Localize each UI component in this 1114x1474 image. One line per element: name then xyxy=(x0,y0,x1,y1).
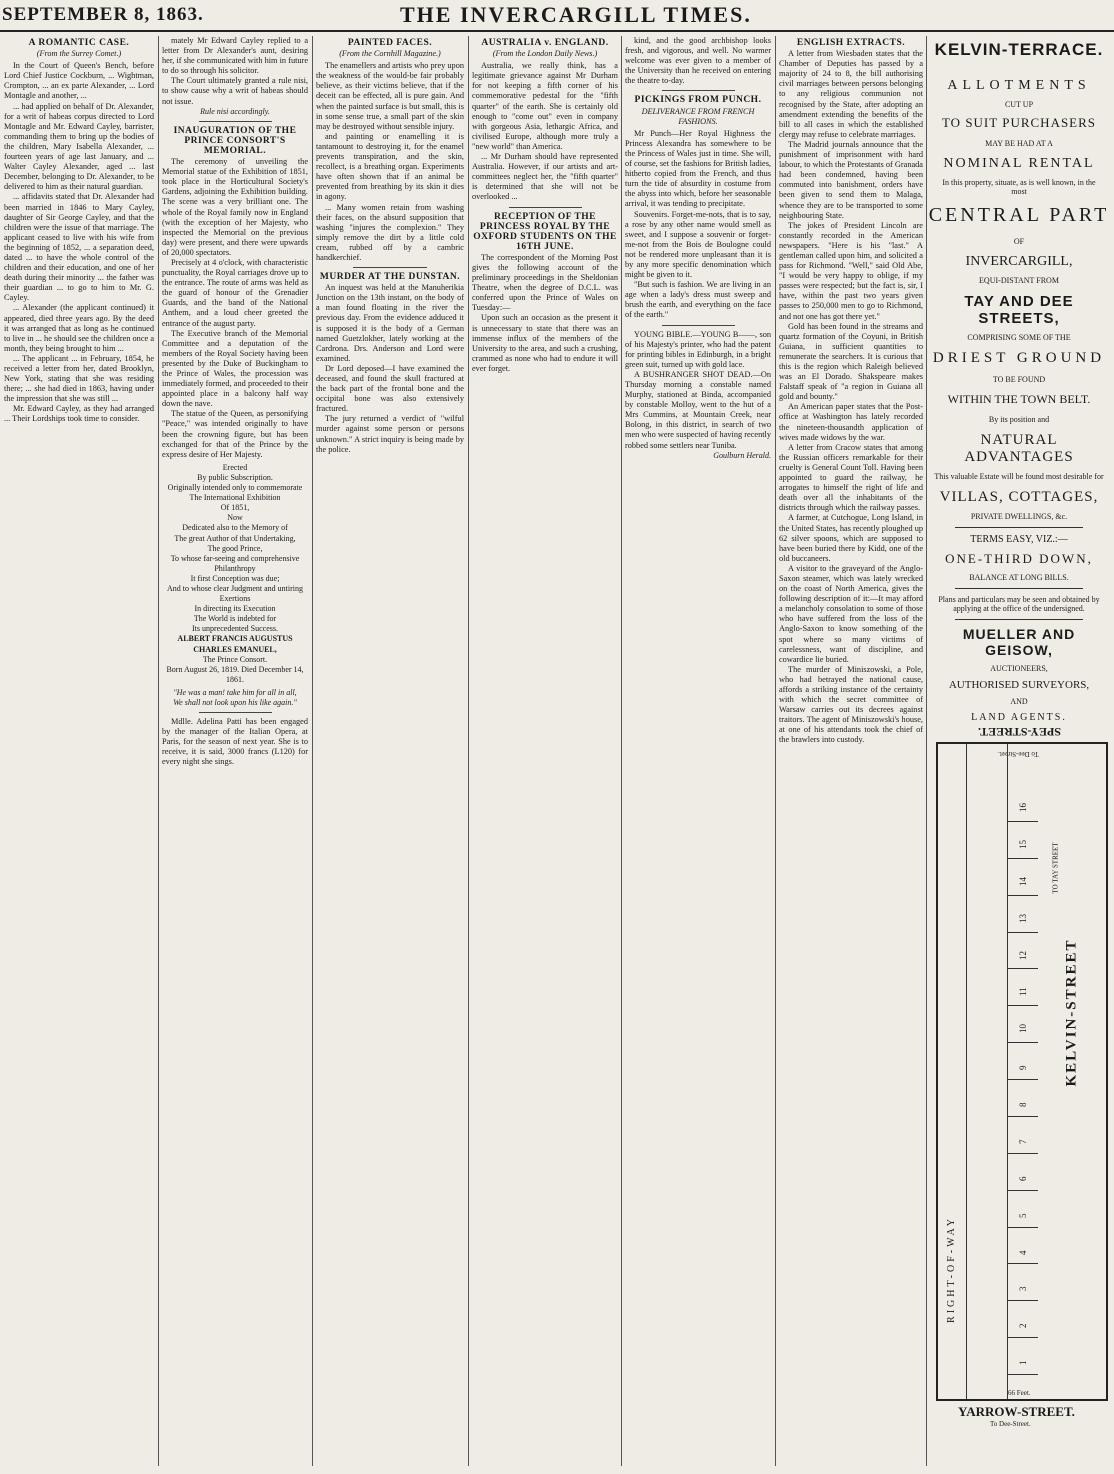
article-paragraph: The jury returned a verdict of "wilful murder against some person or persons unknown." A strict inquiry is being made by the police. xyxy=(316,414,464,454)
lot-number-label: 14 xyxy=(1018,876,1028,886)
ad-line: DRIEST GROUND xyxy=(932,350,1106,366)
inscription-line: Dedicated also to the Memory of xyxy=(182,523,288,533)
rule-line: Rule nisi accordingly. xyxy=(200,106,270,116)
article-paragraph: ... Many women retain from washing their faces, on the absurd supposition that washing "injures the complexion." They simply remove the dirt by a little cold cream, rubbed off by a cambric handkerchief. xyxy=(316,202,464,262)
article-paragraph: The statue of the Queen, as personifying "Peace," was intended originally to have been the crowning figure, but has been exchanged for that of the Prince by the express desire of Her Majesty. xyxy=(162,409,308,459)
inscription-line: In directing its Execution xyxy=(194,604,276,614)
lot-number-label: 13 xyxy=(1018,913,1028,923)
article-heading: PICKINGS FROM PUNCH. xyxy=(634,95,762,106)
separator xyxy=(662,90,735,91)
article-credit: Goulburn Herald. xyxy=(713,450,771,460)
inscription-line: It first Conception was due; xyxy=(190,573,280,583)
lot-number-label: 12 xyxy=(1018,950,1028,960)
ad-line: TO SUIT PURCHASERS xyxy=(941,115,1097,130)
lot-number-label: 5 xyxy=(1018,1213,1028,1218)
right-of-way-label: RIGHT-OF-WAY xyxy=(945,1216,957,1323)
ad-line: BALANCE AT LONG BILLS. xyxy=(969,573,1069,582)
inscription-line: By public Subscription. xyxy=(197,472,273,482)
article-paragraph: The murder of Miniszowski, a Pole, who had betrayed the national cause, affords a striking instance of the certainty with which the secret committee of Warsaw carries out its decrees against traitors. The agent of Miniszowski's house, at one of his attendants took the chief of the brawlers into custody. xyxy=(779,664,923,745)
lot-number-label: 11 xyxy=(1018,987,1028,997)
ad-line: TERMS EASY, VIZ.:— xyxy=(970,534,1068,545)
to-dee-street-bottom-label: To Dee-Street. xyxy=(990,1420,1031,1428)
issue-date: SEPTEMBER 8, 1863. xyxy=(2,4,204,25)
feet-label: 66 Feet. xyxy=(1008,1389,1031,1397)
separator xyxy=(509,207,582,208)
separator xyxy=(955,527,1082,528)
lot-number xyxy=(1008,1227,1038,1265)
lot-number xyxy=(1008,1190,1038,1228)
lot-number xyxy=(1008,968,1038,1006)
right-of-way-strip xyxy=(966,744,1008,1399)
ad-line: LAND AGENTS. xyxy=(971,712,1067,723)
column-4 xyxy=(472,36,618,1466)
article-paragraph: The ceremony of unveiling the Memorial statue of the Exhibition of 1851, took place in the Horticultural Society's Gardens, adjoining the Exhibition building. The scene was a very brilliant one. The whole of the Royal family now in England (with the exception of her Majesty, who inspected the Memorial on the previous day) were present, and there were upwards of 20,000 spectators. xyxy=(162,157,308,257)
article-paragraph: "But such is fashion. We are living in an age when a lady's dress must sweep and brush the earth, and everything on the face of the earth." xyxy=(625,280,771,320)
ad-line: EQUI-DISTANT FROM xyxy=(979,276,1059,285)
article-paragraph: A BUSHRANGER SHOT DEAD.—On Thursday morning a constable named Murphy, stationed at Binda, accompanied by constable Molloy, went to the hut of a Mrs Cummins, at Mountain Creek, near Bolong, in this district, in search of two men who were suspected of having recently robbed some settlers near Tuniba. xyxy=(625,369,771,450)
inscription-line: Of 1851, xyxy=(220,503,250,513)
allotment-plan xyxy=(936,725,1108,1401)
lot-number-label: 9 xyxy=(1018,1065,1028,1071)
column-rule xyxy=(312,36,313,1466)
lot-number xyxy=(1008,932,1038,970)
column-2 xyxy=(162,36,308,1466)
article-paragraph: ... The applicant ... in February, 1854, he received a letter from her, dated Brooklyn, New York, stating that she was residing there; ... she had died in 1863, having under the impression that she was still ... xyxy=(4,353,154,404)
newspaper-title: THE INVERCARGILL TIMES. xyxy=(400,2,752,27)
separator xyxy=(662,325,735,326)
lot-number xyxy=(1008,858,1038,896)
article-heading: RECEPTION OF THE PRINCESS ROYAL BY THE OXFORD STUDENTS ON THE 16TH JUNE. xyxy=(473,211,617,252)
lot-number xyxy=(1008,1116,1038,1154)
separator xyxy=(199,712,272,713)
article-paragraph: Australia, we really think, has a legitimate grievance against Mr Durham for not keeping a fifth corner of his commemorative pedestal for the "fifth quarter" of the earth. She is certainly old enough to "come out" even in company with gorgeous Asia, lethargic Africa, and civilised Europe, although more truly a "new world" than America. xyxy=(472,61,618,151)
to-tay-street-label: TO TAY STREET xyxy=(1051,842,1060,894)
article-paragraph: Mdlle. Adelina Patti has been engaged by the manager of the Italian Opera, at Paris, for the season of next year. She is to receive, it is said, 3000 francs (L120) for every night she sings. xyxy=(162,717,308,767)
lot-number xyxy=(1008,1263,1038,1301)
yarrow-street-label: YARROW-STREET. xyxy=(958,1404,1075,1419)
ad-line: In this property, situate, as is well known, in the most xyxy=(942,178,1096,196)
lot-number xyxy=(1008,895,1038,933)
inscription-line: Exertions xyxy=(219,594,251,604)
ad-line: MAY BE HAD AT A xyxy=(985,139,1053,148)
article-paragraph: mately Mr Edward Cayley replied to a letter from Dr Alexander's aunt, desiring her, if she communicated with him in future to do so through his solicitor. xyxy=(162,36,308,76)
ad-line: VILLAS, COTTAGES, xyxy=(939,489,1099,505)
article-paragraph: The correspondent of the Morning Post gives the following account of the preliminary proceedings in the Sheldonian Theatre, when the degree of D.C.L. was conferred upon the Prince of Wales on Tuesday:— xyxy=(472,252,618,313)
article-paragraph: The Court ultimately granted a rule nisi, to show cause why a writ of habeas should not issue. xyxy=(162,76,308,106)
article-paragraph: Souvenirs. Forget-me-nots, that is to say, a rose by any other name would smell as sweet, and I suppose a souvenir or forget-me-not from the Bois de Boulogne could not be rendered more unpleasant than it is by any more specific denomination which might be given to it. xyxy=(625,209,771,280)
lot-number xyxy=(1008,1153,1038,1191)
ad-line: OF xyxy=(1013,237,1025,246)
column-rule xyxy=(775,36,776,1466)
spey-street-label: SPEY-STREET. xyxy=(978,725,1062,739)
article-paragraph: A letter from Wiesbaden states that the Chamber of Deputies has passed by a majority of 24 to 8, the bill authorising civil marriages between persons belonging to any religious communion not recognised by the State, after adopting an amendment extending the benefits of the bill to all cases in which the established clergy may refuse to celebrate marriages. xyxy=(779,49,923,139)
lot-number-label: 15 xyxy=(1018,839,1028,849)
article-paragraph: The enamellers and artists who prey upon the weakness of the would-be fair probably believe, as their victims believe, that if the deceit can be effected, all is pure gain. And when the painted surface is but small, this is in some sense true, a small part of the skin may be destroyed without sensible injury. xyxy=(316,61,464,131)
ad-line: AND xyxy=(1010,697,1028,706)
separator xyxy=(199,121,272,122)
article-paragraph: In the Court of Queen's Bench, before Lord Chief Justice Cockburn, ... Wightman, Crompton, ... an ex parte Alexander, ... Lord Montagle and another, ... xyxy=(4,61,154,101)
ad-line: WITHIN THE TOWN BELT. xyxy=(947,392,1091,406)
article-heading: PAINTED FACES. xyxy=(347,38,433,48)
ad-firm: MUELLER AND GEISOW, xyxy=(962,626,1076,658)
article-paragraph: kind, and the good archbishop looks fresh, and vigorous, and well. No warmer welcome was ever given to a member of the University than he received on entering the theatre to-day. xyxy=(625,36,771,86)
ad-line: COMPRISING SOME OF THE xyxy=(967,333,1071,342)
ad-line: Plans and particulars may be seen and obtained by applying at the office of the undersigned. xyxy=(938,595,1100,613)
inscription-line: The International Exhibition xyxy=(189,493,281,503)
lot-number xyxy=(1008,1300,1038,1338)
lot-number xyxy=(1008,784,1038,822)
article-paragraph: An inquest was held at the Manuherikia Junction on the 13th instant, on the body of a man found floating in the river the previous day. From the evidence adduced it is supposed it is the body of a German named Guetzlokher, lately working at the Cardrona. Drs. Anderson and Lord were examined. xyxy=(316,283,464,363)
article-paragraph: Upon such an occasion as the present it is unnecessary to state that there was an immense influx of the members of the University to the area, and such a crushing, crammed as none who had to endure it will ever forget. xyxy=(472,313,618,373)
inscription-line: Born August 26, 1819. Died December 14, 1861. xyxy=(166,664,304,684)
article-credit: (From the London Daily News.) xyxy=(492,49,598,59)
article-paragraph: YOUNG BIBLE.—YOUNG B——, son of his Majesty's printer, who had the patent for printing bibles in Edinburgh, in a bright green suit, turned up with gold lace. xyxy=(625,329,771,369)
inscription-line: The great Author of that Undertaking, xyxy=(174,533,296,543)
column-rule xyxy=(926,36,927,1466)
article-heading: MURDER AT THE DUNSTAN. xyxy=(319,272,461,283)
column-6 xyxy=(779,36,923,1466)
to-dee-street-label: To Dee-Street. xyxy=(998,750,1039,758)
article-paragraph: The Executive branch of the Memorial Committee and a deputation of the members of the Royal Society having been presented by the Duke of Buckingham to the Prince of Wales, the procession was immediately formed, and proceeded to their appointed place in a balcony half way down the nave. xyxy=(162,328,308,409)
lot-number xyxy=(1008,821,1038,859)
lot-number-label: 7 xyxy=(1018,1139,1028,1144)
article-credit: (From the Cornhill Magazine.) xyxy=(339,49,441,59)
article-paragraph: Dr Lord deposed—I have examined the deceased, and found the skull fractured at the back part of the frontal bone and the occipital bone was also extensively fractured. xyxy=(316,363,464,414)
lot-number-label: 2 xyxy=(1018,1323,1028,1329)
lot-number xyxy=(1008,1337,1038,1375)
inscription-title: Erected xyxy=(222,462,248,472)
separator xyxy=(353,267,427,268)
ad-allotments: ALLOTMENTS xyxy=(947,78,1091,93)
article-paragraph: ... Mr Durham should have represented Australia. However, if our artists and art-committees neglect her, the "fifth quarter" is determined that she will not be overlooked ... xyxy=(472,152,618,202)
inscription-line: The World is indebted for xyxy=(193,614,277,624)
inscription-line: The good Prince, xyxy=(207,543,263,553)
article-paragraph: A letter from Cracow states that among the Russian officers remarkable for their cruelty is General Count Toll. Having been appointed to guard the railway, he arrogates to himself the right of life and death over all the inhabitants of the districts through which the railway passes. xyxy=(779,442,923,513)
lot-number xyxy=(1008,1042,1038,1080)
quote-line: We shall not look upon his like again." xyxy=(173,698,297,707)
lot-number-label: 8 xyxy=(1018,1102,1028,1107)
article-paragraph: Precisely at 4 o'clock, with characteristic punctuality, the Royal carriages drove up to the entrance. The route of arms was held as the guard of honour of the Grenadier Guards, and the band of the National Anthem, and a loud cheer greeted the entrance of the august party. xyxy=(162,257,308,328)
article-paragraph: The jokes of President Lincoln are constantly recorded in the American newspapers. "Here is his "last." A gentleman called upon him, and solicited a pass for Richmond. "Well," said Old Abe, "I would be very happy to oblige, if my passes were respected; but the fact is, sir, I have, within the past two years given passes to 250,000 men to go to Richmond, and not one has got there yet." xyxy=(779,220,923,321)
ad-line: PRIVATE DWELLINGS, &c. xyxy=(970,512,1068,521)
column-5 xyxy=(625,36,771,1466)
ad-line: NATURAL ADVANTAGES xyxy=(964,432,1074,465)
ad-line: TAY AND DEE STREETS, xyxy=(964,293,1074,327)
ad-line: CENTRAL PART xyxy=(928,204,1110,226)
article-heading: INAUGURATION OF THE PRINCE CONSORT'S MEMORIAL. xyxy=(173,125,297,156)
inscription-line: To whose far-seeing and comprehensive xyxy=(170,553,300,563)
lot-number-label: 4 xyxy=(1018,1250,1028,1255)
lot-number-label: 10 xyxy=(1018,1024,1028,1034)
column-rule xyxy=(158,36,159,1466)
article-subheading: DELIVERANCE FROM FRENCH FASHIONS. xyxy=(641,106,755,126)
ad-title: KELVIN-TERRACE. xyxy=(934,40,1104,59)
inscription-line: Its unprecedented Success. xyxy=(192,624,278,634)
lot-number xyxy=(1008,1079,1038,1117)
masthead xyxy=(0,0,1114,32)
ad-line: This valuable Estate will be found most desirable for xyxy=(934,472,1104,481)
lot-number-label: 16 xyxy=(1018,803,1028,812)
inscription-line: Philanthropy xyxy=(214,563,256,573)
column-rule xyxy=(468,36,469,1466)
column-3 xyxy=(316,36,464,1466)
inscription-line: Now xyxy=(227,513,243,523)
inscription-line: Originally intended only to commemorate xyxy=(167,483,303,493)
inscription-line: The Prince Consort. xyxy=(202,654,268,664)
article-paragraph: ... had applied on behalf of Dr. Alexander, for a writ of habeas corpus directed to Lord Montagle and Mr. Edward Cayley, barrister, commanding them to bring up the bodies of the children, Mary Isabella Alexander, ... fourteen years of age last January, and ... Walter Cayley Alexander, aged ... last December, belonging to Dr. Alexander, to be delivered to him as their natural guardian. xyxy=(4,101,154,192)
lot-number xyxy=(1008,1005,1038,1043)
article-paragraph: A farmer, at Cutchogue, Long Island, in the United States, has recently ploughed up 62 silver spoons, which are supposed to have been buried there by Kidd, one of the old buccaneers. xyxy=(779,513,923,563)
inscription xyxy=(162,473,308,685)
ad-line: By its position and xyxy=(988,415,1050,424)
article-paragraph: Mr Punch—Her Royal Highness the Princess Alexandra has somewhere to be the Princess of Wales just in time. She will, of course, set the fashions for British ladies, hitherto copied from the French, and thus turn the tide of absurdity in costume from the abyss into which, before her seasonable arrival, it was tending to precipitate. xyxy=(625,128,771,209)
ad-line: CUT UP xyxy=(1004,100,1034,109)
article-paragraph: Gold has been found in the streams and quartz formation of the Coyuni, in British Guiana, in sufficient quantities to remunerate the searchers. It is curious that this is the region which Raleigh believed was an El Dorado. Shakspeare makes Falstaff speak of "a region in Guiana all gold and bounty." xyxy=(779,321,923,402)
lot-number-label: 6 xyxy=(1018,1176,1028,1181)
article-paragraph: The Madrid journals announce that the punishment of imprisonment with hard labour, to which the Protestants of Granada had been condemned, having been commuted into banishment, orders have been given to send them to Malaga, whence they are to be transported to some neighbouring State. xyxy=(779,139,923,220)
separator xyxy=(955,619,1082,620)
ad-line: TO BE FOUND xyxy=(992,375,1046,384)
ad-line: AUCTIONEERS, xyxy=(990,664,1048,673)
ad-line: AUTHORISED SURVEYORS, xyxy=(948,679,1090,691)
column-rule xyxy=(621,36,622,1466)
article-paragraph: and painting or enamelling it is tantamount to destroying it, for the enamel prevents transpiration, and the skin, recollect, is a breathing organ. Experiments have often shown that if an animal be prevented from breathing by its skin it dies in agony. xyxy=(316,131,464,202)
article-paragraph: A visitor to the graveyard of the Anglo-Saxon steamer, which was lately wrecked on the coast of North America, gives the following description of it:—It may afford a melancholy consolation to some of those who have suffered from the loss of the Anglo-Saxon to know something of the spot where so many victims of carelessness, want of discipline, and cowardice lie buried. xyxy=(779,563,923,664)
article-heading: ENGLISH EXTRACTS. xyxy=(796,38,906,48)
article-paragraph: ... Alexander (the applicant continued) it appeared, died three years ago. By the deed it was arranged that as long as he continued to live in ... he should see the children once a month, they being brought to him ... xyxy=(4,303,154,353)
separator xyxy=(955,588,1082,589)
inscription-line: And to whose clear Judgment and untiring xyxy=(167,583,303,593)
article-paragraph: ... affidavits stated that Dr. Alexander had been married in 1846 to Mary Cayley, daughter of Sir George Cayley, and that the children were the issue of that marriage. The applicant ceased to live with his wife from the beginning of 1852, ... a separation deed, dated ... to have the whole control of the children and their education, and one of her death during their minority ... the father was their guardian ... to go to him to Mr. G. Cayley. xyxy=(4,192,154,303)
article-heading: A ROMANTIC CASE. xyxy=(28,38,130,48)
column-1 xyxy=(4,36,154,1466)
ad-line: NOMINAL RENTAL xyxy=(943,156,1095,171)
inscription-line: ALBERT FRANCIS AUGUSTUS CHARLES EMANUEL, xyxy=(177,634,293,654)
lot-number-label: 1 xyxy=(1018,1360,1028,1366)
kelvin-street-label: KELVIN-STREET xyxy=(1063,938,1080,1087)
article-paragraph: An American paper states that the Post-office at Washington has lately recorded the nineteen-thousandth application of wives made widows by the war. xyxy=(779,402,923,442)
article-heading: AUSTRALIA v. ENGLAND. xyxy=(481,38,609,48)
lot-number-label: 3 xyxy=(1018,1286,1028,1292)
quote-line: "He was a man! take him for all in all, xyxy=(173,687,297,697)
article-credit: (From the Surrey Comet.) xyxy=(36,49,122,59)
ad-line: INVERCARGILL, xyxy=(965,254,1073,269)
article-paragraph: Mr. Edward Cayley, as they had arranged ... Their Lordships took time to consider. xyxy=(4,404,154,424)
ad-line: ONE-THIRD DOWN, xyxy=(945,551,1093,566)
